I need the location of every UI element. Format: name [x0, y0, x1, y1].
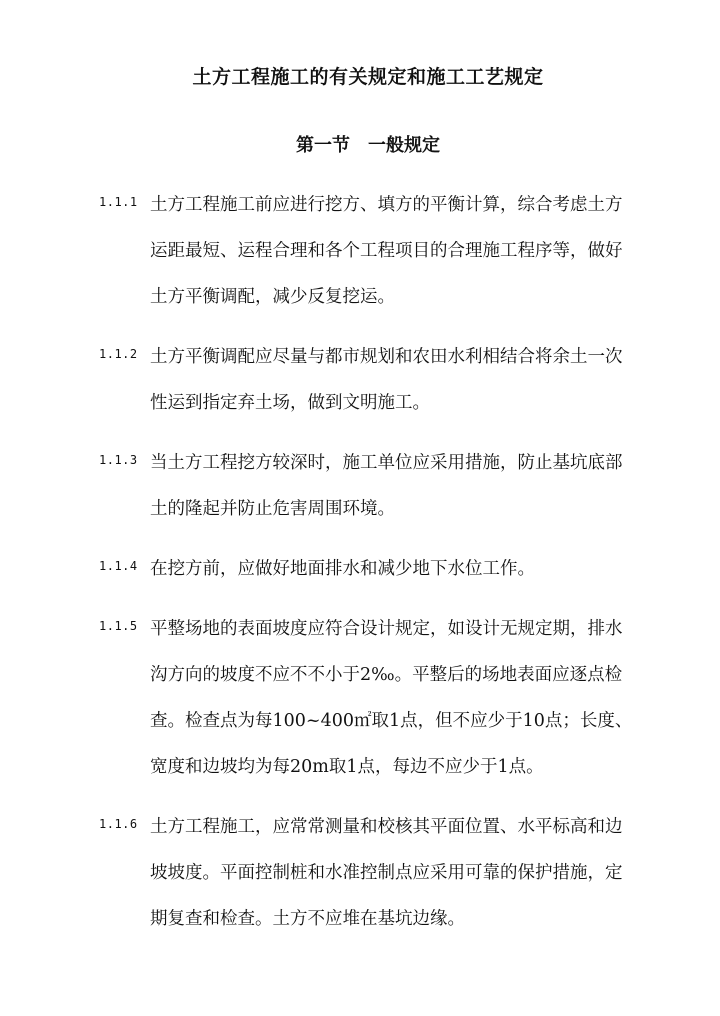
clause-text: 当土方工程挖方较深时，施工单位应采用措施，防止基坑底部土的隆起并防止危害周围环境。 [150, 453, 623, 519]
clause-number: 1.1.5 [99, 619, 138, 633]
clause-text: 在挖方前，应做好地面排水和减少地下水位工作。 [150, 559, 535, 579]
clause-text: 土方工程施工前应进行挖方、填方的平衡计算，综合考虑土方运距最短、运程合理和各个工程项目的合理施工程序等，做好土方平衡调配，减少反复挖运。 [150, 195, 623, 307]
section-title: 第一节 一般规定 [296, 135, 440, 156]
clause-number: 1.1.1 [99, 195, 138, 209]
clause-list [0, 182, 720, 956]
document-title: 土方工程施工的有关规定和施工工艺规定 [192, 66, 544, 88]
clause-1-1-5 [0, 606, 720, 790]
clause-1-1-6 [0, 804, 720, 942]
clause-1-1-1 [0, 182, 720, 320]
clause-number: 1.1.6 [99, 817, 138, 831]
clause-1-1-2 [0, 334, 720, 426]
clause-number: 1.1.2 [99, 347, 138, 361]
clause-1-1-3 [0, 440, 720, 532]
clause-text: 土方工程施工，应常常测量和校核其平面位置、水平标高和边坡坡度。平面控制桩和水准控制点应采用可靠的保护措施，定期复查和检查。土方不应堆在基坑边缘。 [150, 817, 623, 929]
clause-number: 1.1.3 [99, 453, 138, 467]
clause-1-1-4 [0, 546, 720, 592]
clause-text: 土方平衡调配应尽量与都市规划和农田水利相结合将余土一次性运到指定弃土场，做到文明施工。 [150, 347, 623, 413]
clause-text: 平整场地的表面坡度应符合设计规定，如设计无规定期，排水沟方向的坡度不应不不小于2‰。平整后的场地表面应逐点检查。检查点为每100~400㎡取1点，但不应少于10点；长度、宽度和边坡均为每20m取1点，每边不应少于1点。 [150, 619, 633, 777]
clause-number: 1.1.4 [99, 559, 138, 573]
